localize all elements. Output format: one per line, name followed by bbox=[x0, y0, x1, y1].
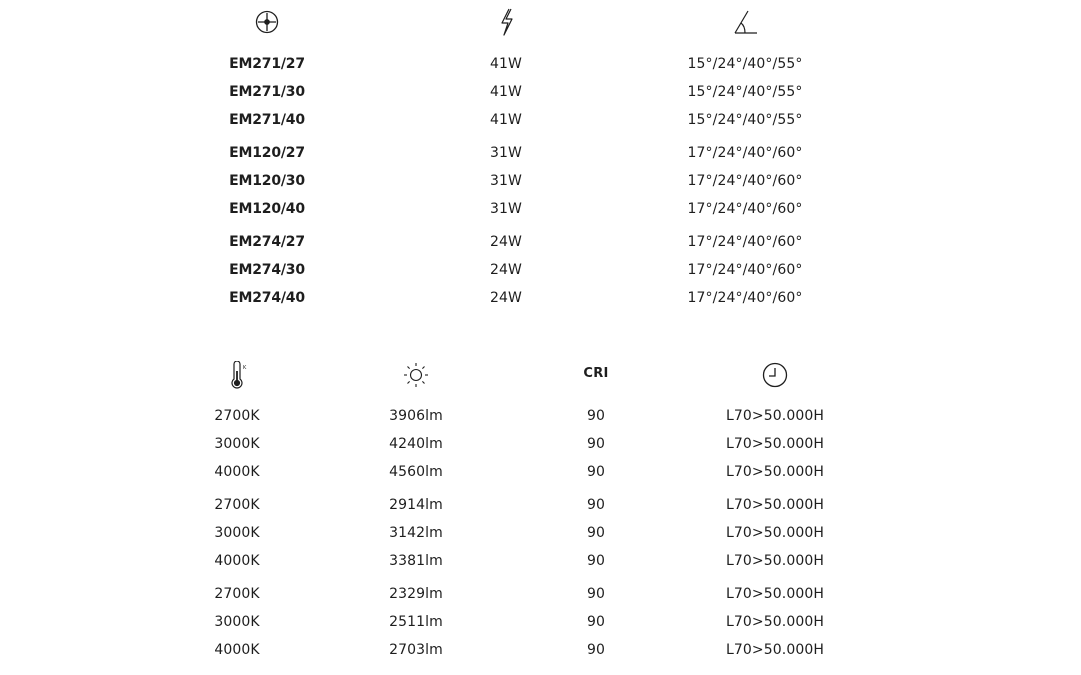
cri-cell: 90 bbox=[586, 614, 606, 630]
power-cell: 31W bbox=[490, 173, 522, 189]
lifetime-cell: L70>50.000H bbox=[726, 642, 824, 658]
power-cell: 41W bbox=[490, 112, 522, 128]
cri-cell: 90 bbox=[586, 642, 606, 658]
model-cell: EM120/40 bbox=[229, 201, 305, 217]
color-temperature-cell: 3000K bbox=[214, 525, 260, 541]
cri-cell: 90 bbox=[586, 525, 606, 541]
power-icon bbox=[498, 8, 516, 36]
model-cell: EM274/27 bbox=[229, 234, 305, 250]
color-temperature-cell: 4000K bbox=[214, 553, 260, 569]
power-cell: 41W bbox=[490, 56, 522, 72]
beam-angles-cell: 15°/24°/40°/55° bbox=[687, 112, 803, 128]
color-temperature-cell: 2700K bbox=[214, 497, 260, 513]
luminous-flux-cell: 3906lm bbox=[389, 408, 443, 424]
lifetime-cell: L70>50.000H bbox=[726, 553, 824, 569]
lifetime-cell: L70>50.000H bbox=[726, 614, 824, 630]
cri-cell: 90 bbox=[586, 497, 606, 513]
beam-angles-cell: 17°/24°/40°/60° bbox=[687, 201, 803, 217]
color-temperature-icon bbox=[227, 361, 249, 389]
cri-cell: 90 bbox=[586, 436, 606, 452]
cri-label: CRI bbox=[583, 366, 609, 381]
reference-icon bbox=[255, 10, 279, 34]
model-cell: EM120/30 bbox=[229, 173, 305, 189]
beam-angles-cell: 17°/24°/40°/60° bbox=[687, 290, 803, 306]
model-cell: EM274/40 bbox=[229, 290, 305, 306]
beam-angles-cell: 17°/24°/40°/60° bbox=[687, 262, 803, 278]
model-cell: EM120/27 bbox=[229, 145, 305, 161]
luminous-flux-cell: 3142lm bbox=[389, 525, 443, 541]
svg-text:K: K bbox=[243, 365, 247, 371]
color-temperature-cell: 3000K bbox=[214, 436, 260, 452]
cri-cell: 90 bbox=[586, 408, 606, 424]
lifetime-cell: L70>50.000H bbox=[726, 586, 824, 602]
luminous-flux-cell: 2703lm bbox=[389, 642, 443, 658]
model-cell: EM271/27 bbox=[229, 56, 305, 72]
beam-angles-cell: 17°/24°/40°/60° bbox=[687, 145, 803, 161]
luminous-flux-cell: 4560lm bbox=[389, 464, 443, 480]
lifetime-cell: L70>50.000H bbox=[726, 497, 824, 513]
power-cell: 24W bbox=[490, 290, 522, 306]
lifetime-cell: L70>50.000H bbox=[726, 436, 824, 452]
color-temperature-cell: 2700K bbox=[214, 586, 260, 602]
cri-cell: 90 bbox=[586, 553, 606, 569]
cri-cell: 90 bbox=[586, 464, 606, 480]
color-temperature-cell: 4000K bbox=[214, 642, 260, 658]
power-cell: 31W bbox=[490, 201, 522, 217]
power-cell: 24W bbox=[490, 262, 522, 278]
color-temperature-cell: 4000K bbox=[214, 464, 260, 480]
luminous-flux-cell: 2914lm bbox=[389, 497, 443, 513]
model-cell: EM271/30 bbox=[229, 84, 305, 100]
beam-angles-cell: 17°/24°/40°/60° bbox=[687, 173, 803, 189]
luminous-flux-cell: 3381lm bbox=[389, 553, 443, 569]
beam-angles-cell: 15°/24°/40°/55° bbox=[687, 56, 803, 72]
model-cell: EM274/30 bbox=[229, 262, 305, 278]
beam-angles-cell: 17°/24°/40°/60° bbox=[687, 234, 803, 250]
beam-angle-icon bbox=[731, 9, 759, 35]
luminous-flux-cell: 2511lm bbox=[389, 614, 443, 630]
color-temperature-cell: 3000K bbox=[214, 614, 260, 630]
power-cell: 31W bbox=[490, 145, 522, 161]
luminous-flux-icon bbox=[402, 361, 430, 389]
lifetime-cell: L70>50.000H bbox=[726, 464, 824, 480]
model-cell: EM271/40 bbox=[229, 112, 305, 128]
lifetime-icon bbox=[762, 362, 788, 388]
lifetime-cell: L70>50.000H bbox=[726, 408, 824, 424]
cri-cell: 90 bbox=[586, 586, 606, 602]
color-temperature-cell: 2700K bbox=[214, 408, 260, 424]
power-cell: 24W bbox=[490, 234, 522, 250]
lifetime-cell: L70>50.000H bbox=[726, 525, 824, 541]
luminous-flux-cell: 4240lm bbox=[389, 436, 443, 452]
power-cell: 41W bbox=[490, 84, 522, 100]
luminous-flux-cell: 2329lm bbox=[389, 586, 443, 602]
beam-angles-cell: 15°/24°/40°/55° bbox=[687, 84, 803, 100]
